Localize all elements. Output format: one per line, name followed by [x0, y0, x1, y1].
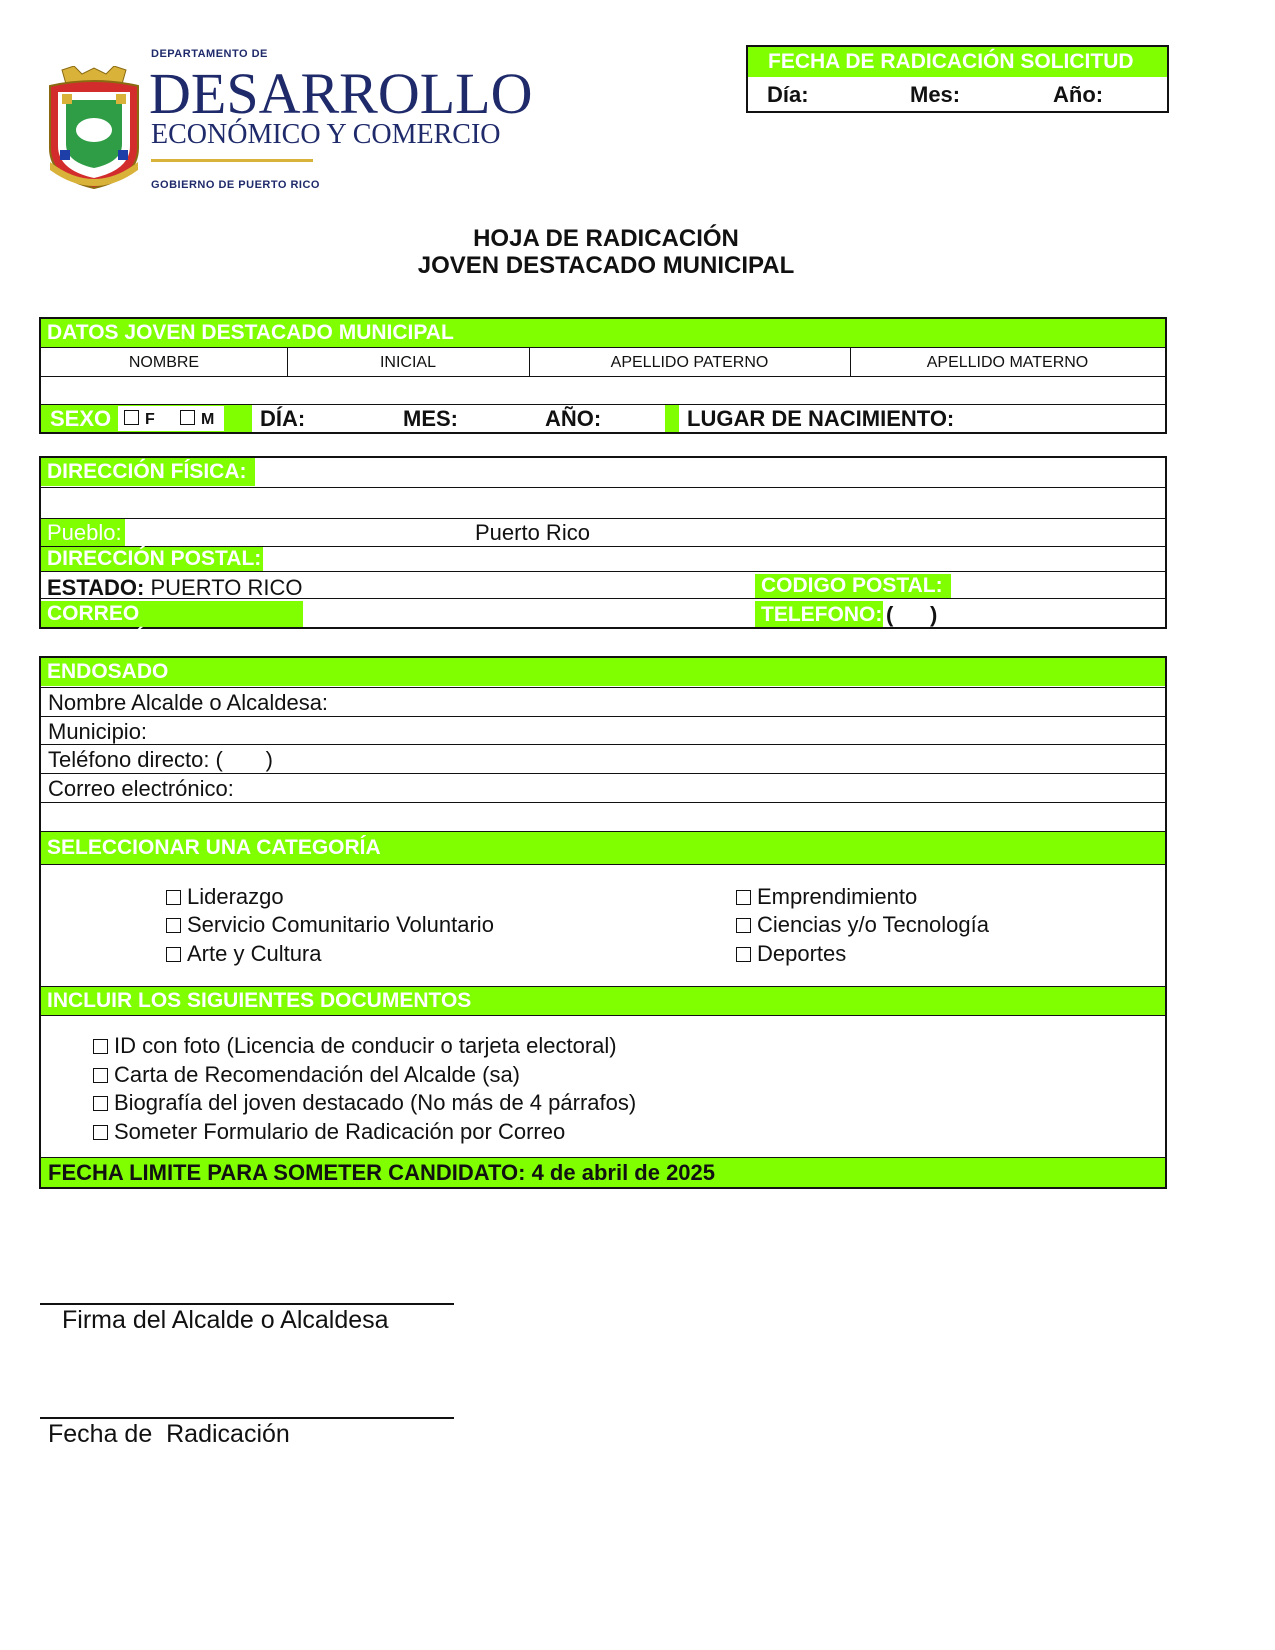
- government-text: GOBIERNO DE PUERTO RICO: [151, 179, 320, 191]
- checkbox-arte[interactable]: [166, 947, 181, 962]
- direccion-postal-label: DIRECCIÓN POSTAL:: [41, 547, 263, 571]
- telefono-input[interactable]: ( ): [886, 602, 938, 627]
- birth-day-label: DÍA:: [260, 406, 306, 431]
- signature-label-alcalde: Firma del Alcalde o Alcaldesa: [62, 1306, 389, 1334]
- codigo-postal-label: CODIGO POSTAL:: [755, 574, 951, 598]
- checkbox-carta[interactable]: [93, 1068, 108, 1083]
- filing-day-label: Día:: [767, 82, 809, 107]
- filing-month-label: Mes:: [910, 82, 961, 107]
- pueblo-value[interactable]: Puerto Rico: [475, 520, 590, 545]
- document-carta[interactable]: Carta de Recomendación del Alcalde (sa): [93, 1062, 520, 1088]
- deadline-text: FECHA LIMITE PARA SOMETER CANDIDATO: 4 de abril de 2025: [48, 1160, 716, 1185]
- document-biografia[interactable]: Biografía del joven destacado (No más de 4 párrafos): [93, 1090, 636, 1116]
- checkbox-m[interactable]: [180, 410, 195, 425]
- sexo-label: SEXO: [50, 406, 112, 431]
- category-liderazgo[interactable]: Liderazgo: [166, 884, 284, 910]
- birth-month-label: MES:: [403, 406, 458, 431]
- department-top-text: DEPARTAMENTO DE: [151, 48, 268, 60]
- checkbox-id-foto[interactable]: [93, 1039, 108, 1054]
- documentos-header: INCLUIR LOS SIGUIENTES DOCUMENTOS: [41, 987, 1165, 1015]
- name-input-row[interactable]: [41, 377, 1165, 404]
- gold-divider: [151, 159, 313, 162]
- checkbox-formulario[interactable]: [93, 1125, 108, 1140]
- checkbox-f[interactable]: [124, 410, 139, 425]
- document-formulario[interactable]: Someter Formulario de Radicación por Correo: [93, 1119, 565, 1145]
- column-nombre: NOMBRE: [128, 354, 200, 371]
- birth-year-label: AÑO:: [545, 406, 602, 431]
- checkbox-emprendimiento[interactable]: [736, 890, 751, 905]
- pueblo-label: Pueblo:: [47, 520, 122, 545]
- lugar-marker: [665, 405, 679, 432]
- checkbox-deportes[interactable]: [736, 947, 751, 962]
- signature-label-fecha: Fecha de Radicación: [48, 1420, 290, 1448]
- category-emprendimiento[interactable]: Emprendimiento: [736, 884, 917, 910]
- column-apellido-materno: APELLIDO MATERNO: [926, 354, 1089, 371]
- birthplace-label: LUGAR DE NACIMIENTO:: [687, 406, 955, 431]
- correo-endosado-field[interactable]: Correo electrónico:: [48, 776, 234, 801]
- department-sub-text: ECONÓMICO Y COMERCIO: [151, 119, 501, 150]
- column-apellido-paterno: APELLIDO PATERNO: [610, 354, 769, 371]
- address-input-row[interactable]: [41, 488, 1165, 518]
- category-servicio[interactable]: Servicio Comunitario Voluntario: [166, 912, 494, 938]
- estado-field: ESTADO: PUERTO RICO: [47, 575, 303, 600]
- category-ciencias[interactable]: Ciencias y/o Tecnología: [736, 912, 989, 938]
- datos-header: DATOS JOVEN DESTACADO MUNICIPAL: [41, 319, 1165, 347]
- checkbox-biografia[interactable]: [93, 1096, 108, 1111]
- checkbox-ciencias[interactable]: [736, 918, 751, 933]
- coat-of-arms-logo: [44, 66, 144, 192]
- alcalde-name-field[interactable]: Nombre Alcalde o Alcaldesa:: [48, 690, 329, 715]
- checkbox-servicio[interactable]: [166, 918, 181, 933]
- filing-date-title: FECHA DE RADICACIÓN SOLICITUD: [748, 47, 1167, 77]
- document-id-foto[interactable]: ID con foto (Licencia de conducir o tarjeta electoral): [93, 1033, 617, 1059]
- sex-f-option[interactable]: F: [124, 407, 155, 433]
- category-arte[interactable]: Arte y Cultura: [166, 941, 322, 967]
- categoria-header: SELECCIONAR UNA CATEGORÍA: [41, 832, 1165, 864]
- checkbox-liderazgo[interactable]: [166, 890, 181, 905]
- filing-year-label: Año:: [1053, 82, 1104, 107]
- column-inicial: INICIAL: [379, 354, 436, 371]
- endosado-header: ENDOSADO: [41, 658, 1165, 686]
- municipio-field[interactable]: Municipio:: [48, 719, 148, 744]
- correo-label: CORREO ELECTRÓNICO:: [41, 601, 303, 627]
- page-title-line2: JOVEN DESTACADO MUNICIPAL: [417, 252, 795, 279]
- category-deportes[interactable]: Deportes: [736, 941, 846, 967]
- telefono-directo-field[interactable]: Teléfono directo: ( ): [48, 747, 273, 772]
- page-title-line1: HOJA DE RADICACIÓN: [473, 225, 739, 252]
- telefono-label: TELEFONO:: [761, 603, 883, 626]
- direccion-fisica-label: DIRECCIÓN FÍSICA:: [41, 458, 255, 486]
- sex-m-option[interactable]: M: [180, 407, 214, 433]
- department-main-text: DESARROLLO: [149, 61, 533, 126]
